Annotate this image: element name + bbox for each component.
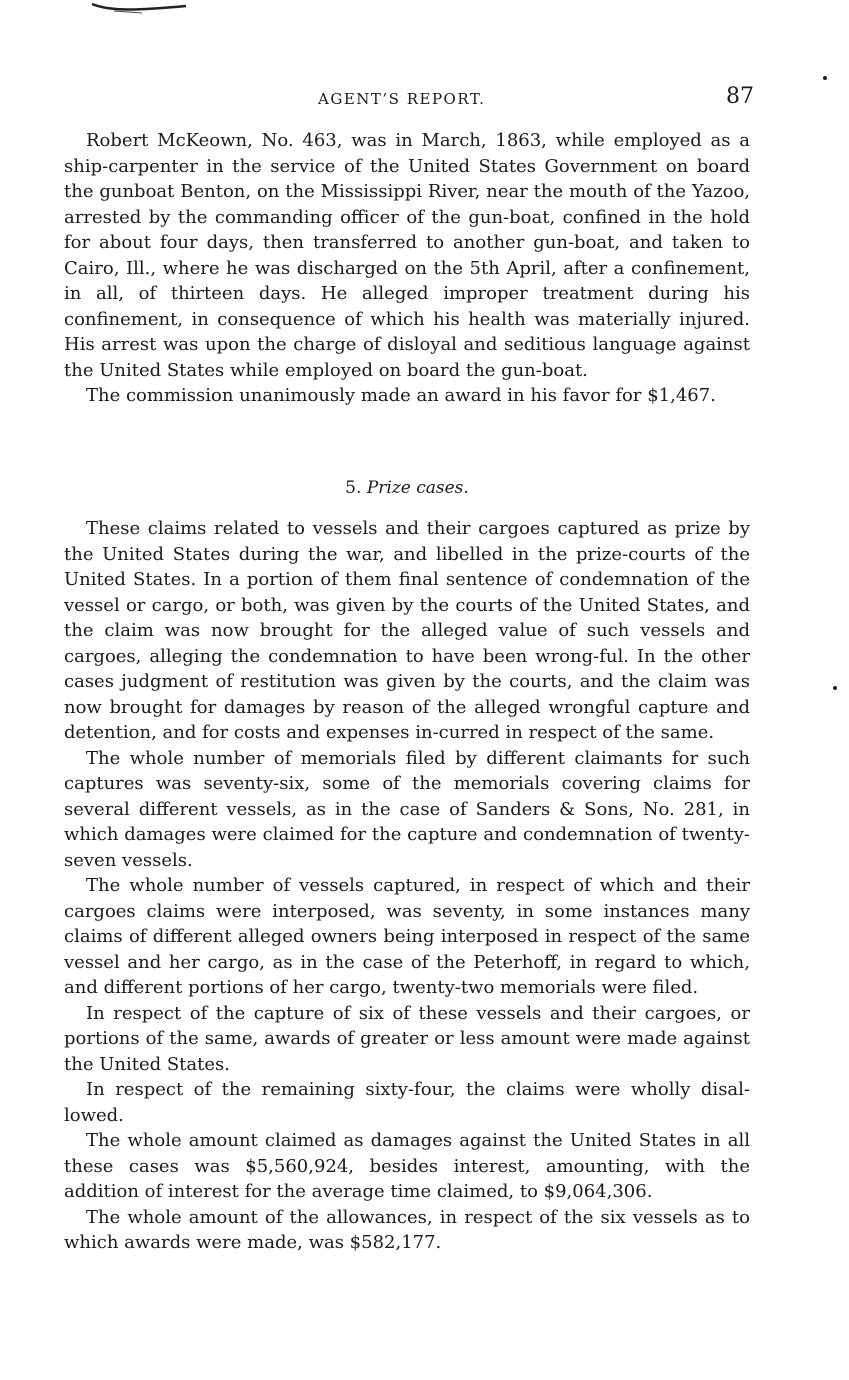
running-title: AGENT’S REPORT. (318, 90, 486, 108)
body-paragraph: The whole number of vessels captured, in respect of which and their cargoes claims were interposed, was seventy, in some instances many claims of different alleged owners being interposed in respect of the same vessel and her cargo, as in the case of the Peterhoff, in regard to which, and different portions of her cargo, twenty-two memorials were filed. (64, 875, 750, 998)
scan-speck (823, 76, 827, 80)
page-number: 87 (726, 84, 754, 109)
scan-speck (833, 686, 837, 690)
body-paragraph: The whole number of memorials filed by different claimants for such captures was seventy-six, some of the memorials covering claims for several different vessels, as in the case of Sanders & Sons, No. 281, in which damages were claimed for the capture and condemnation of twenty-seven vessels. (64, 747, 750, 871)
body-paragraph: The whole amount of the allowances, in respect of the six vessels as to which awards were made, was $582,177. (64, 1206, 750, 1253)
body-paragraph: In respect of the remaining sixty-four, the claims were wholly disal-lowed. (64, 1079, 750, 1126)
scan-edge-mark (92, 0, 188, 14)
mckeown-case-text (64, 128, 750, 409)
body-paragraph: In respect of the capture of six of these vessels and their cargoes, or portions of the same, awards of greater or less amount were made against the United States. (64, 1002, 750, 1075)
prize-cases-text (64, 516, 750, 1256)
body-paragraph: The whole amount claimed as damages against the United States in all these cases was $5,560,924, besides interest, amounting, with the addition of interest for the average time claimed, to $9,064,306. (64, 1130, 750, 1202)
running-header (64, 86, 754, 114)
section-heading (64, 478, 750, 498)
section-number: 5. (345, 478, 362, 498)
body-paragraph: Robert McKeown, No. 463, was in March, 1863, while employed as a ship-carpenter in the service of the United States Government on board the gunboat Benton, on the Mississippi River, near the mouth of the Yazoo, arrested by the commanding officer of the gun-boat, confined in the hold for about four days, then transferred to another gun-boat, and taken to Cairo, Ill., where he was discharged on the 5th April, after a confinement, in all, of thirteen days. He alleged improper treatment during his confinement, in consequence of which his health was materially injured. His arrest was upon the charge of disloyal and seditious language against the United States while employed on board the gun-boat. (64, 130, 750, 381)
section-title: Prize cases. (366, 478, 469, 498)
body-paragraph: These claims related to vessels and their cargoes captured as prize by the United States during the war, and libelled in the prize-courts of the United States. In a portion of them final sentence of condemnation of the vessel or cargo, or both, was given by the courts of the United States, and the claim was now brought for the alleged value of such vessels and cargoes, alleging the condemnation to have been wrong-ful. In the other cases judgment of restitution was given by the courts, and the claim was now brought for damages by reason of the alleged wrongful capture and detention, and for costs and expenses in-curred in respect of the same. (64, 518, 750, 743)
body-paragraph: The commission unanimously made an award in his favor for $1,467. (86, 385, 716, 406)
